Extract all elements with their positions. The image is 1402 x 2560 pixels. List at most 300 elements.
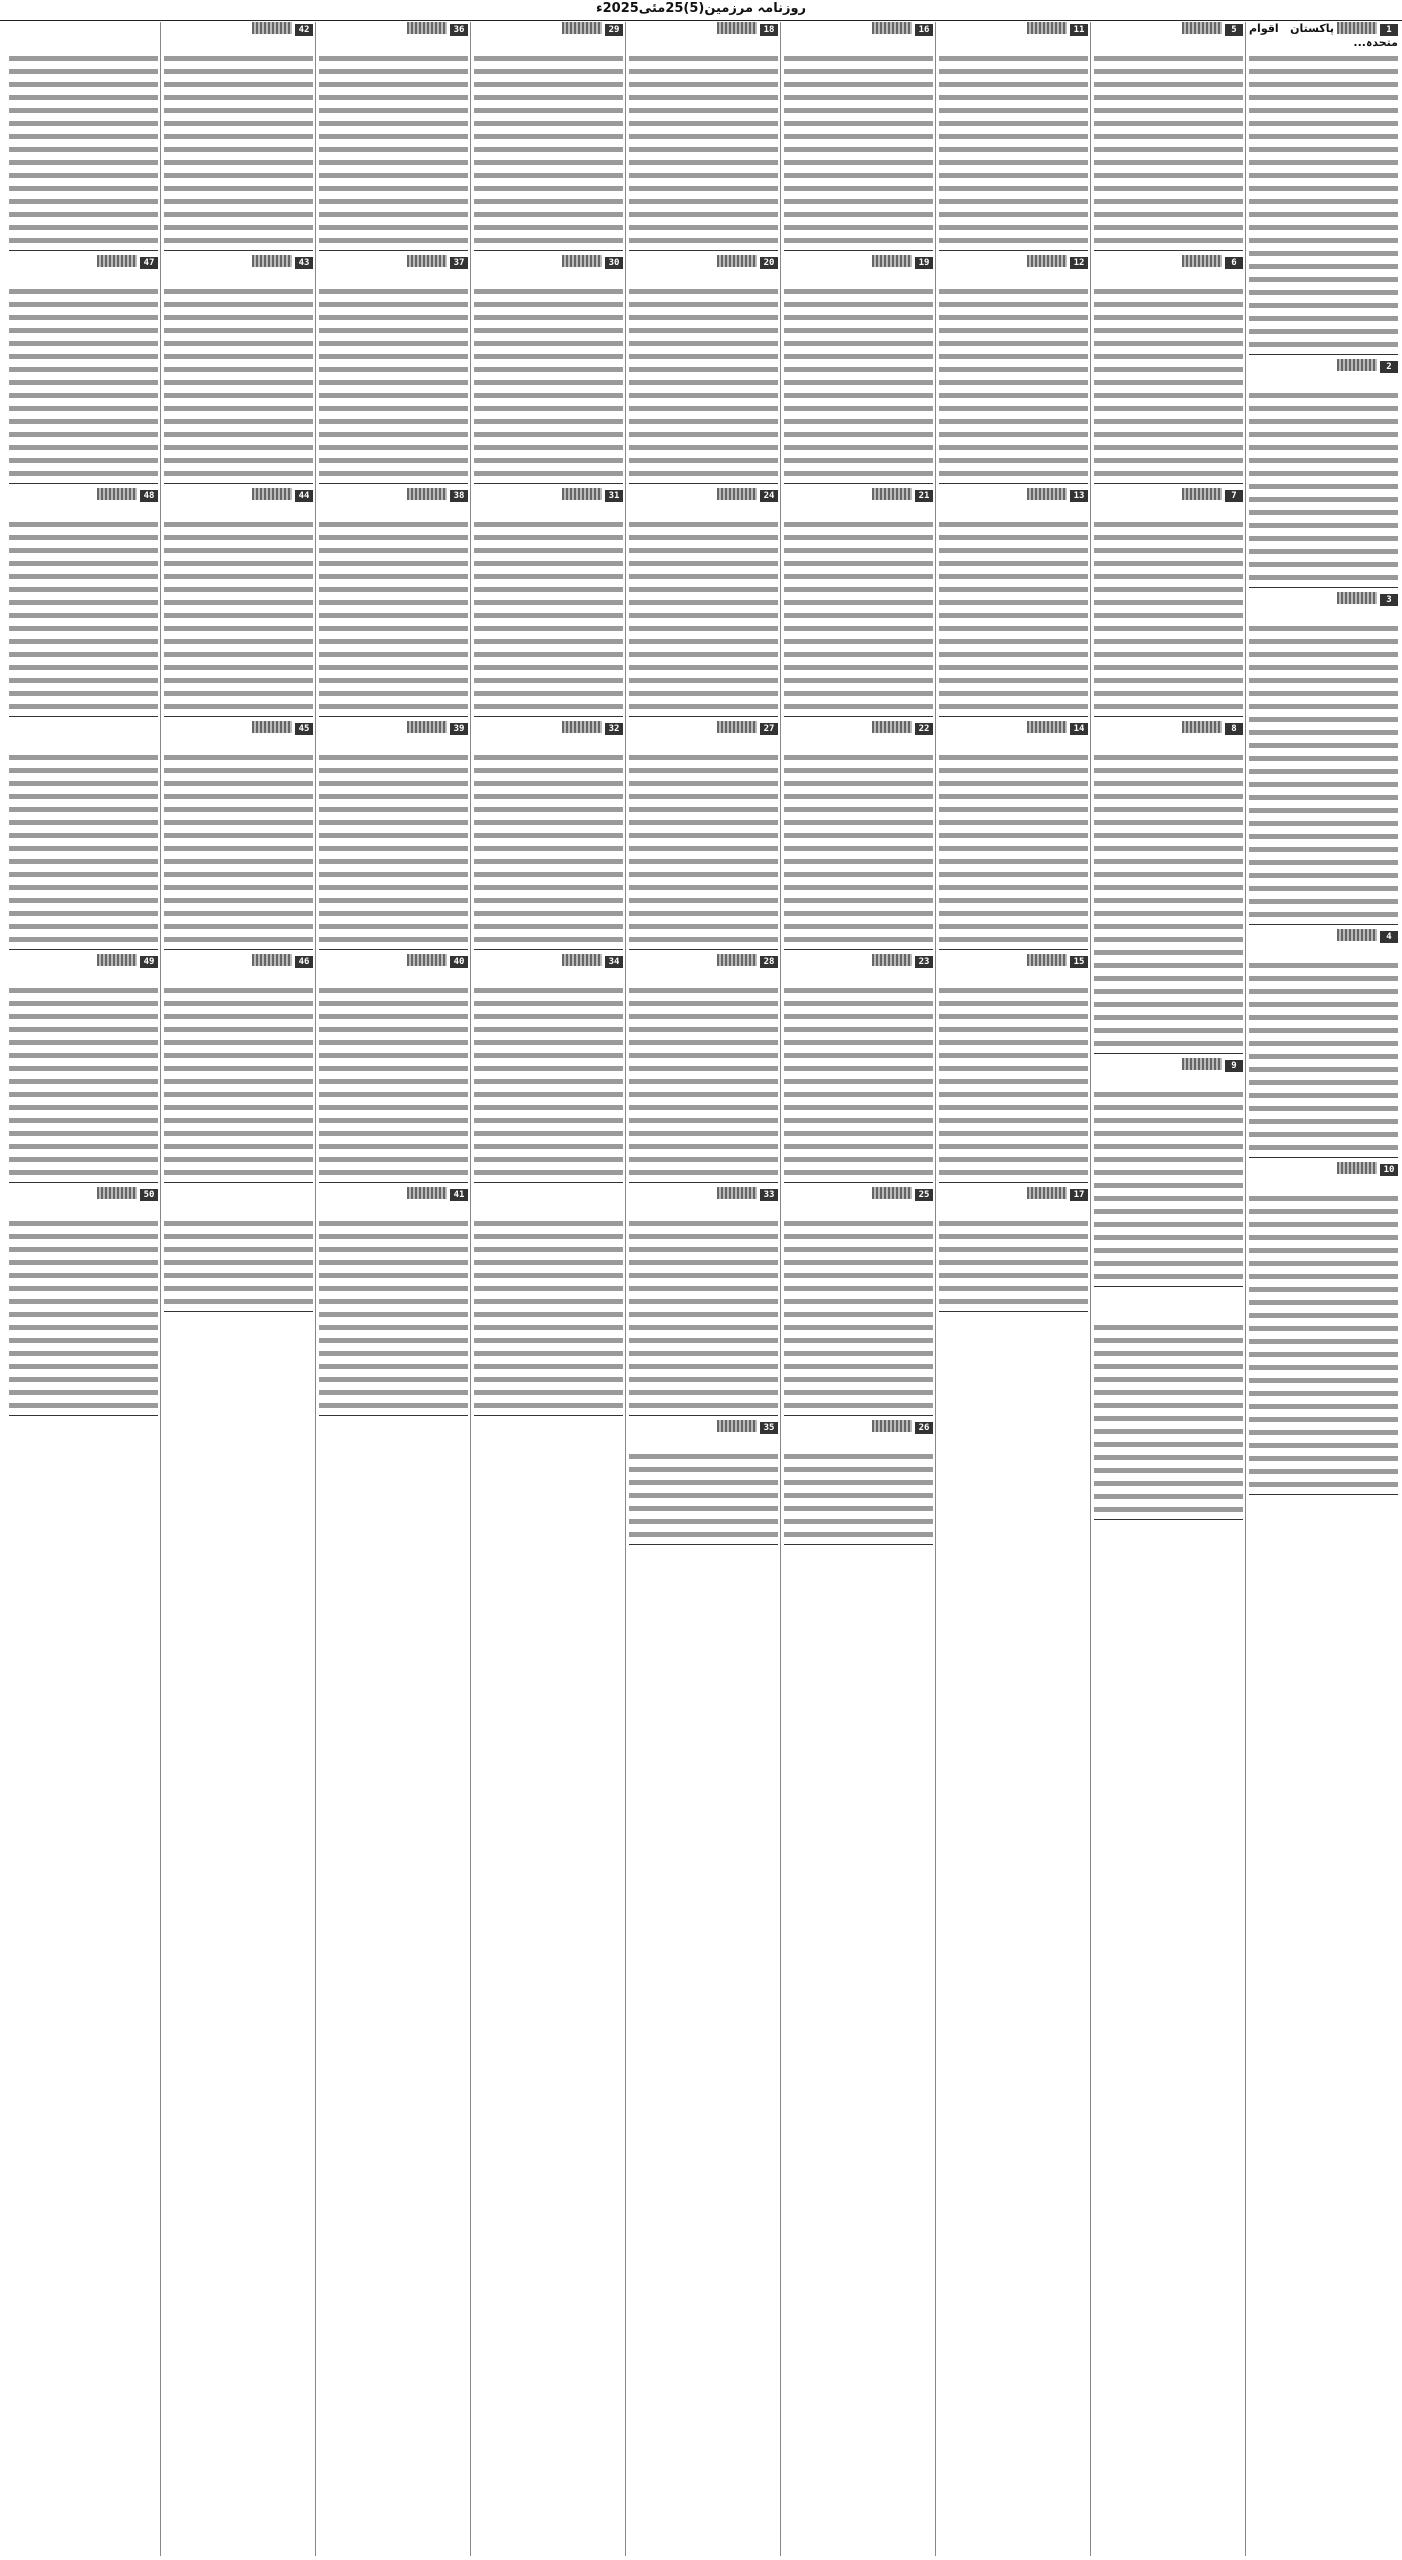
news-tag-icon xyxy=(97,954,137,966)
news-number-badge: 1 xyxy=(1380,24,1398,36)
news-body xyxy=(9,285,158,480)
news-body xyxy=(1094,285,1243,480)
news-body xyxy=(1249,622,1398,921)
news-body xyxy=(474,52,623,247)
news-body xyxy=(939,1217,1088,1308)
news-body xyxy=(1094,1088,1243,1283)
item-divider xyxy=(784,1182,933,1183)
item-divider xyxy=(164,1311,313,1312)
news-headline xyxy=(9,954,158,982)
news-headline xyxy=(9,488,158,516)
news-item xyxy=(474,954,623,1183)
item-divider xyxy=(319,1182,468,1183)
news-number-badge: 38 xyxy=(450,490,468,502)
news-tag-icon xyxy=(1182,22,1222,34)
news-number-badge: 14 xyxy=(1070,723,1088,735)
news-number-badge: 34 xyxy=(605,956,623,968)
news-item xyxy=(1249,359,1398,588)
news-item xyxy=(784,22,933,251)
news-item xyxy=(939,22,1088,251)
news-item xyxy=(784,721,933,950)
news-number-badge: 43 xyxy=(295,257,313,269)
news-item xyxy=(474,22,623,251)
news-body xyxy=(9,1217,158,1412)
news-headline xyxy=(474,488,623,516)
item-divider xyxy=(784,716,933,717)
news-item xyxy=(784,255,933,484)
news-item xyxy=(319,22,468,251)
masthead xyxy=(0,0,1402,21)
news-headline xyxy=(1094,1058,1243,1086)
item-divider xyxy=(474,949,623,950)
news-number-badge: 37 xyxy=(450,257,468,269)
news-item xyxy=(784,488,933,717)
news-headline xyxy=(784,1420,933,1448)
news-tag-icon xyxy=(1027,1187,1067,1199)
news-tag-icon xyxy=(1337,592,1377,604)
column-divider xyxy=(780,22,781,2556)
news-body xyxy=(474,518,623,713)
item-divider xyxy=(164,483,313,484)
news-body xyxy=(629,984,778,1179)
news-headline xyxy=(784,1187,933,1215)
news-body xyxy=(784,285,933,480)
news-body xyxy=(939,285,1088,480)
news-tag-icon xyxy=(252,954,292,966)
news-item xyxy=(629,1420,778,1545)
news-tag-icon xyxy=(1027,954,1067,966)
news-item xyxy=(164,954,313,1183)
news-body xyxy=(1094,518,1243,713)
item-divider xyxy=(1094,1519,1243,1520)
news-number-badge: 45 xyxy=(295,723,313,735)
news-headline xyxy=(9,1187,158,1215)
news-body xyxy=(1249,389,1398,584)
news-item xyxy=(164,22,313,251)
item-divider xyxy=(629,1544,778,1545)
news-tag-icon xyxy=(1182,488,1222,500)
item-divider xyxy=(629,1415,778,1416)
news-number-badge: 36 xyxy=(450,24,468,36)
news-tag-icon xyxy=(872,22,912,34)
news-headline xyxy=(474,721,623,749)
news-number-badge: 42 xyxy=(295,24,313,36)
news-item xyxy=(1249,929,1398,1158)
news-headline xyxy=(939,255,1088,283)
news-body xyxy=(939,751,1088,946)
news-tag-icon xyxy=(1027,721,1067,733)
news-tag-icon xyxy=(872,721,912,733)
news-number-badge: 49 xyxy=(140,956,158,968)
news-number-badge: 28 xyxy=(760,956,778,968)
news-body xyxy=(1094,751,1243,1050)
news-headline xyxy=(784,488,933,516)
news-number-badge: 10 xyxy=(1380,1164,1398,1176)
item-divider xyxy=(1249,1494,1398,1495)
item-divider xyxy=(1094,1286,1243,1287)
news-headline xyxy=(1249,359,1398,387)
news-number-badge: 46 xyxy=(295,956,313,968)
news-number-badge: 48 xyxy=(140,490,158,502)
news-body xyxy=(629,1450,778,1541)
news-number-badge: 27 xyxy=(760,723,778,735)
item-divider xyxy=(319,250,468,251)
news-number-badge: 25 xyxy=(915,1189,933,1201)
item-divider xyxy=(1094,483,1243,484)
news-number-badge: 13 xyxy=(1070,490,1088,502)
news-body xyxy=(9,751,158,946)
news-column xyxy=(629,22,778,2556)
news-tag-icon xyxy=(872,1420,912,1432)
news-tag-icon xyxy=(717,954,757,966)
item-divider xyxy=(1094,716,1243,717)
news-headline xyxy=(629,1187,778,1215)
news-body xyxy=(319,1217,468,1412)
news-item xyxy=(164,721,313,950)
news-item xyxy=(474,488,623,717)
item-divider xyxy=(9,250,158,251)
item-divider xyxy=(9,1182,158,1183)
item-divider xyxy=(319,949,468,950)
news-body xyxy=(1249,1192,1398,1491)
news-headline xyxy=(319,954,468,982)
item-divider xyxy=(474,1415,623,1416)
news-body xyxy=(164,984,313,1179)
news-tag-icon xyxy=(1182,1058,1222,1070)
news-item xyxy=(9,488,158,717)
column-divider xyxy=(935,22,936,2556)
news-tag-icon xyxy=(407,1187,447,1199)
news-item xyxy=(319,1187,468,1416)
news-headline xyxy=(319,721,468,749)
item-divider xyxy=(1249,924,1398,925)
item-divider xyxy=(474,1182,623,1183)
news-body xyxy=(784,751,933,946)
news-body xyxy=(629,751,778,946)
news-body xyxy=(784,1217,933,1412)
news-number-badge: 44 xyxy=(295,490,313,502)
item-divider xyxy=(164,949,313,950)
news-item xyxy=(1249,592,1398,925)
newspaper-page xyxy=(4,22,1398,2556)
item-divider xyxy=(784,1415,933,1416)
item-divider xyxy=(1094,1053,1243,1054)
news-tag-icon xyxy=(562,954,602,966)
news-item xyxy=(474,1187,623,1416)
news-headline xyxy=(1094,721,1243,749)
item-divider xyxy=(319,716,468,717)
column-divider xyxy=(160,22,161,2556)
news-headline xyxy=(164,1187,313,1215)
news-number-badge: 7 xyxy=(1225,490,1243,502)
news-item xyxy=(629,22,778,251)
item-divider xyxy=(784,250,933,251)
news-body xyxy=(1249,52,1398,351)
news-item xyxy=(9,954,158,1183)
news-item xyxy=(939,255,1088,484)
news-body xyxy=(9,52,158,247)
news-number-badge: 18 xyxy=(760,24,778,36)
news-tag-icon xyxy=(872,488,912,500)
item-divider xyxy=(474,250,623,251)
news-number-badge: 31 xyxy=(605,490,623,502)
news-headline xyxy=(9,721,158,749)
news-item xyxy=(629,954,778,1183)
column-divider xyxy=(470,22,471,2556)
news-item xyxy=(164,488,313,717)
news-body xyxy=(164,285,313,480)
news-headline xyxy=(319,488,468,516)
news-item xyxy=(784,954,933,1183)
item-divider xyxy=(9,949,158,950)
news-item xyxy=(164,255,313,484)
news-headline xyxy=(9,255,158,283)
news-body xyxy=(939,52,1088,247)
news-body xyxy=(629,518,778,713)
news-body xyxy=(474,285,623,480)
item-divider xyxy=(939,250,1088,251)
news-body xyxy=(474,984,623,1179)
news-tag-icon xyxy=(1182,255,1222,267)
news-number-badge: 11 xyxy=(1070,24,1088,36)
news-column xyxy=(939,22,1088,2556)
news-body xyxy=(164,518,313,713)
news-headline xyxy=(164,954,313,982)
news-tag-icon xyxy=(1337,22,1377,34)
item-divider xyxy=(939,1311,1088,1312)
news-number-badge: 21 xyxy=(915,490,933,502)
news-tag-icon xyxy=(1337,1162,1377,1174)
item-divider xyxy=(629,483,778,484)
news-tag-icon xyxy=(1182,721,1222,733)
news-item xyxy=(1094,488,1243,717)
news-body xyxy=(319,518,468,713)
news-number-badge: 41 xyxy=(450,1189,468,1201)
news-tag-icon xyxy=(562,22,602,34)
news-headline xyxy=(939,721,1088,749)
news-headline xyxy=(629,255,778,283)
news-tag-icon xyxy=(562,488,602,500)
item-divider xyxy=(474,483,623,484)
news-tag-icon xyxy=(717,255,757,267)
news-column xyxy=(9,22,158,2556)
news-column xyxy=(474,22,623,2556)
news-number-badge: 17 xyxy=(1070,1189,1088,1201)
news-item xyxy=(629,721,778,950)
item-divider xyxy=(939,716,1088,717)
news-headline xyxy=(784,954,933,982)
news-item xyxy=(474,721,623,950)
news-headline xyxy=(629,721,778,749)
news-number-badge: 40 xyxy=(450,956,468,968)
news-body xyxy=(629,1217,778,1412)
news-item xyxy=(629,488,778,717)
news-headline xyxy=(629,488,778,516)
news-body xyxy=(164,1217,313,1308)
item-divider xyxy=(629,250,778,251)
news-headline xyxy=(1249,929,1398,957)
news-number-badge: 35 xyxy=(760,1422,778,1434)
news-item xyxy=(319,488,468,717)
news-item xyxy=(319,954,468,1183)
news-item xyxy=(1094,22,1243,251)
news-headline xyxy=(1094,1291,1243,1319)
news-number-badge: 16 xyxy=(915,24,933,36)
news-number-badge: 4 xyxy=(1380,931,1398,943)
news-number-badge: 30 xyxy=(605,257,623,269)
news-number-badge: 29 xyxy=(605,24,623,36)
news-headline xyxy=(1094,22,1243,50)
news-headline xyxy=(164,255,313,283)
news-body xyxy=(784,52,933,247)
item-divider xyxy=(939,949,1088,950)
news-tag-icon xyxy=(872,954,912,966)
news-item xyxy=(629,255,778,484)
news-headline xyxy=(319,22,468,50)
news-tag-icon xyxy=(97,488,137,500)
news-body xyxy=(939,518,1088,713)
item-divider xyxy=(1249,587,1398,588)
news-headline xyxy=(939,1187,1088,1215)
news-headline xyxy=(939,488,1088,516)
news-column xyxy=(1094,22,1243,2556)
news-headline xyxy=(474,255,623,283)
news-headline xyxy=(629,954,778,982)
news-tag-icon xyxy=(252,488,292,500)
item-divider xyxy=(1249,354,1398,355)
news-number-badge: 23 xyxy=(915,956,933,968)
item-divider xyxy=(1249,1157,1398,1158)
news-item xyxy=(164,1187,313,1312)
item-divider xyxy=(164,1182,313,1183)
news-tag-icon xyxy=(717,488,757,500)
news-column xyxy=(1249,22,1398,2556)
news-headline xyxy=(1249,22,1398,50)
news-body xyxy=(9,984,158,1179)
news-number-badge: 2 xyxy=(1380,361,1398,373)
news-body xyxy=(784,1450,933,1541)
column-divider xyxy=(1090,22,1091,2556)
news-tag-icon xyxy=(252,721,292,733)
news-tag-icon xyxy=(407,22,447,34)
news-number-badge: 24 xyxy=(760,490,778,502)
news-body xyxy=(319,984,468,1179)
news-tag-icon xyxy=(407,488,447,500)
news-number-badge: 8 xyxy=(1225,723,1243,735)
news-item xyxy=(9,721,158,950)
news-body xyxy=(474,751,623,946)
column-divider xyxy=(315,22,316,2556)
news-column xyxy=(784,22,933,2556)
news-tag-icon xyxy=(1337,359,1377,371)
news-tag-icon xyxy=(562,255,602,267)
item-divider xyxy=(629,949,778,950)
news-item xyxy=(319,721,468,950)
news-column xyxy=(319,22,468,2556)
news-tag-icon xyxy=(252,255,292,267)
news-tag-icon xyxy=(717,22,757,34)
news-number-badge: 3 xyxy=(1380,594,1398,606)
news-number-badge: 33 xyxy=(760,1189,778,1201)
news-tag-icon xyxy=(1337,929,1377,941)
column-divider xyxy=(1245,22,1246,2556)
news-item xyxy=(9,255,158,484)
item-divider xyxy=(629,1182,778,1183)
item-divider xyxy=(1094,250,1243,251)
news-number-badge: 6 xyxy=(1225,257,1243,269)
news-body xyxy=(629,52,778,247)
news-body xyxy=(319,751,468,946)
news-tag-icon xyxy=(872,1187,912,1199)
news-headline xyxy=(1094,488,1243,516)
news-headline xyxy=(629,1420,778,1448)
news-headline xyxy=(939,954,1088,982)
news-body xyxy=(939,984,1088,1179)
news-item xyxy=(9,22,158,251)
item-divider xyxy=(784,483,933,484)
news-tag-icon xyxy=(872,255,912,267)
news-tag-icon xyxy=(407,954,447,966)
news-headline xyxy=(164,721,313,749)
item-divider xyxy=(939,1182,1088,1183)
news-number-badge: 9 xyxy=(1225,1060,1243,1072)
news-headline xyxy=(319,1187,468,1215)
news-tag-icon xyxy=(97,1187,137,1199)
news-tag-icon xyxy=(562,721,602,733)
item-divider xyxy=(9,483,158,484)
news-number-badge: 12 xyxy=(1070,257,1088,269)
news-headline xyxy=(164,488,313,516)
news-tag-icon xyxy=(1027,488,1067,500)
item-divider xyxy=(784,1544,933,1545)
news-headline xyxy=(784,721,933,749)
news-item xyxy=(629,1187,778,1416)
news-item xyxy=(939,721,1088,950)
news-body xyxy=(474,1217,623,1412)
news-tag-icon xyxy=(717,1420,757,1432)
news-item xyxy=(784,1187,933,1416)
news-body xyxy=(319,285,468,480)
newspaper-title: روزنامہ مرزمین(5)25مئی2025ء xyxy=(595,1,807,16)
news-number-badge: 20 xyxy=(760,257,778,269)
news-number-badge: 15 xyxy=(1070,956,1088,968)
news-headline xyxy=(474,954,623,982)
item-divider xyxy=(164,716,313,717)
news-body xyxy=(9,518,158,713)
news-headline xyxy=(629,22,778,50)
news-headline xyxy=(164,22,313,50)
news-column xyxy=(164,22,313,2556)
news-number-badge: 32 xyxy=(605,723,623,735)
news-item xyxy=(1094,1058,1243,1287)
news-item xyxy=(1249,1162,1398,1495)
news-number-badge: 39 xyxy=(450,723,468,735)
news-item xyxy=(1249,22,1398,355)
news-body xyxy=(784,984,933,1179)
news-headline xyxy=(1249,1162,1398,1190)
news-headline xyxy=(1249,592,1398,620)
news-body xyxy=(784,518,933,713)
news-tag-icon xyxy=(1027,22,1067,34)
news-headline xyxy=(474,1187,623,1215)
news-tag-icon xyxy=(717,721,757,733)
news-number-badge: 50 xyxy=(140,1189,158,1201)
news-headline-text: پاکستان اقوام متحدہ... xyxy=(1249,22,1398,49)
news-tag-icon xyxy=(1027,255,1067,267)
news-tag-icon xyxy=(717,1187,757,1199)
news-item xyxy=(784,1420,933,1545)
news-item xyxy=(1094,1291,1243,1520)
